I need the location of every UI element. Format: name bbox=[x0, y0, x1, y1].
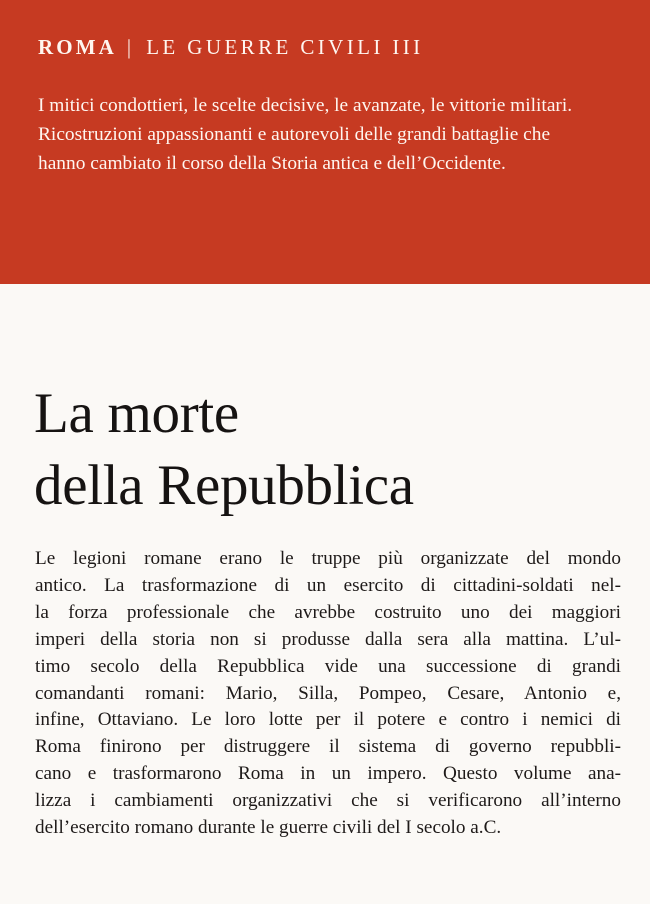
series-blurb bbox=[38, 91, 628, 178]
description-line: cano e trasformarono Roma in un impero. Questo volume ana- bbox=[35, 763, 621, 785]
description-line: Le legioni romane erano le truppe più organizzate del mondo bbox=[35, 548, 621, 569]
book-title-line-1: La morte bbox=[34, 382, 239, 445]
description-line: la forza professionale che avrebbe costruito uno dei maggiori bbox=[35, 601, 621, 623]
blurb-line: hanno cambiato il corso della Storia antica e dell’Occidente. bbox=[38, 153, 506, 174]
description-line: Roma finirono per distruggere il sistema di governo repubbli- bbox=[35, 736, 621, 758]
description-line: lizza i cambiamenti organizzativi che si verificarono all’interno bbox=[35, 790, 621, 812]
series-header bbox=[38, 37, 424, 58]
series-separator: | bbox=[126, 35, 135, 59]
book-title bbox=[34, 378, 414, 522]
description-line: antico. La trasformazione di un esercito di cittadini-soldati nel- bbox=[35, 574, 621, 596]
blurb-line: Ricostruzioni appassionanti e autorevoli delle grandi battaglie che bbox=[38, 124, 551, 145]
series-brand: ROMA bbox=[38, 35, 117, 59]
book-description bbox=[35, 546, 621, 842]
description-line: imperi della storia non si produsse dalla sera alla mattina. L’ul- bbox=[35, 628, 621, 650]
description-line: dell’esercito romano durante le guerre civili del I secolo a.C. bbox=[35, 817, 502, 839]
description-line: comandanti romani: Mario, Silla, Pompeo, Cesare, Antonio e, bbox=[35, 682, 621, 704]
description-line: infine, Ottaviano. Le loro lotte per il potere e contro i nemici di bbox=[35, 709, 621, 731]
series-title: LE GUERRE CIVILI III bbox=[146, 35, 424, 59]
book-title-line-2: della Repubblica bbox=[34, 454, 414, 517]
description-line: timo secolo della Repubblica vide una successione di grandi bbox=[35, 655, 621, 677]
series-banner bbox=[0, 0, 650, 284]
blurb-line: I mitici condottieri, le scelte decisive, le avanzate, le vittorie militari. bbox=[38, 95, 573, 116]
